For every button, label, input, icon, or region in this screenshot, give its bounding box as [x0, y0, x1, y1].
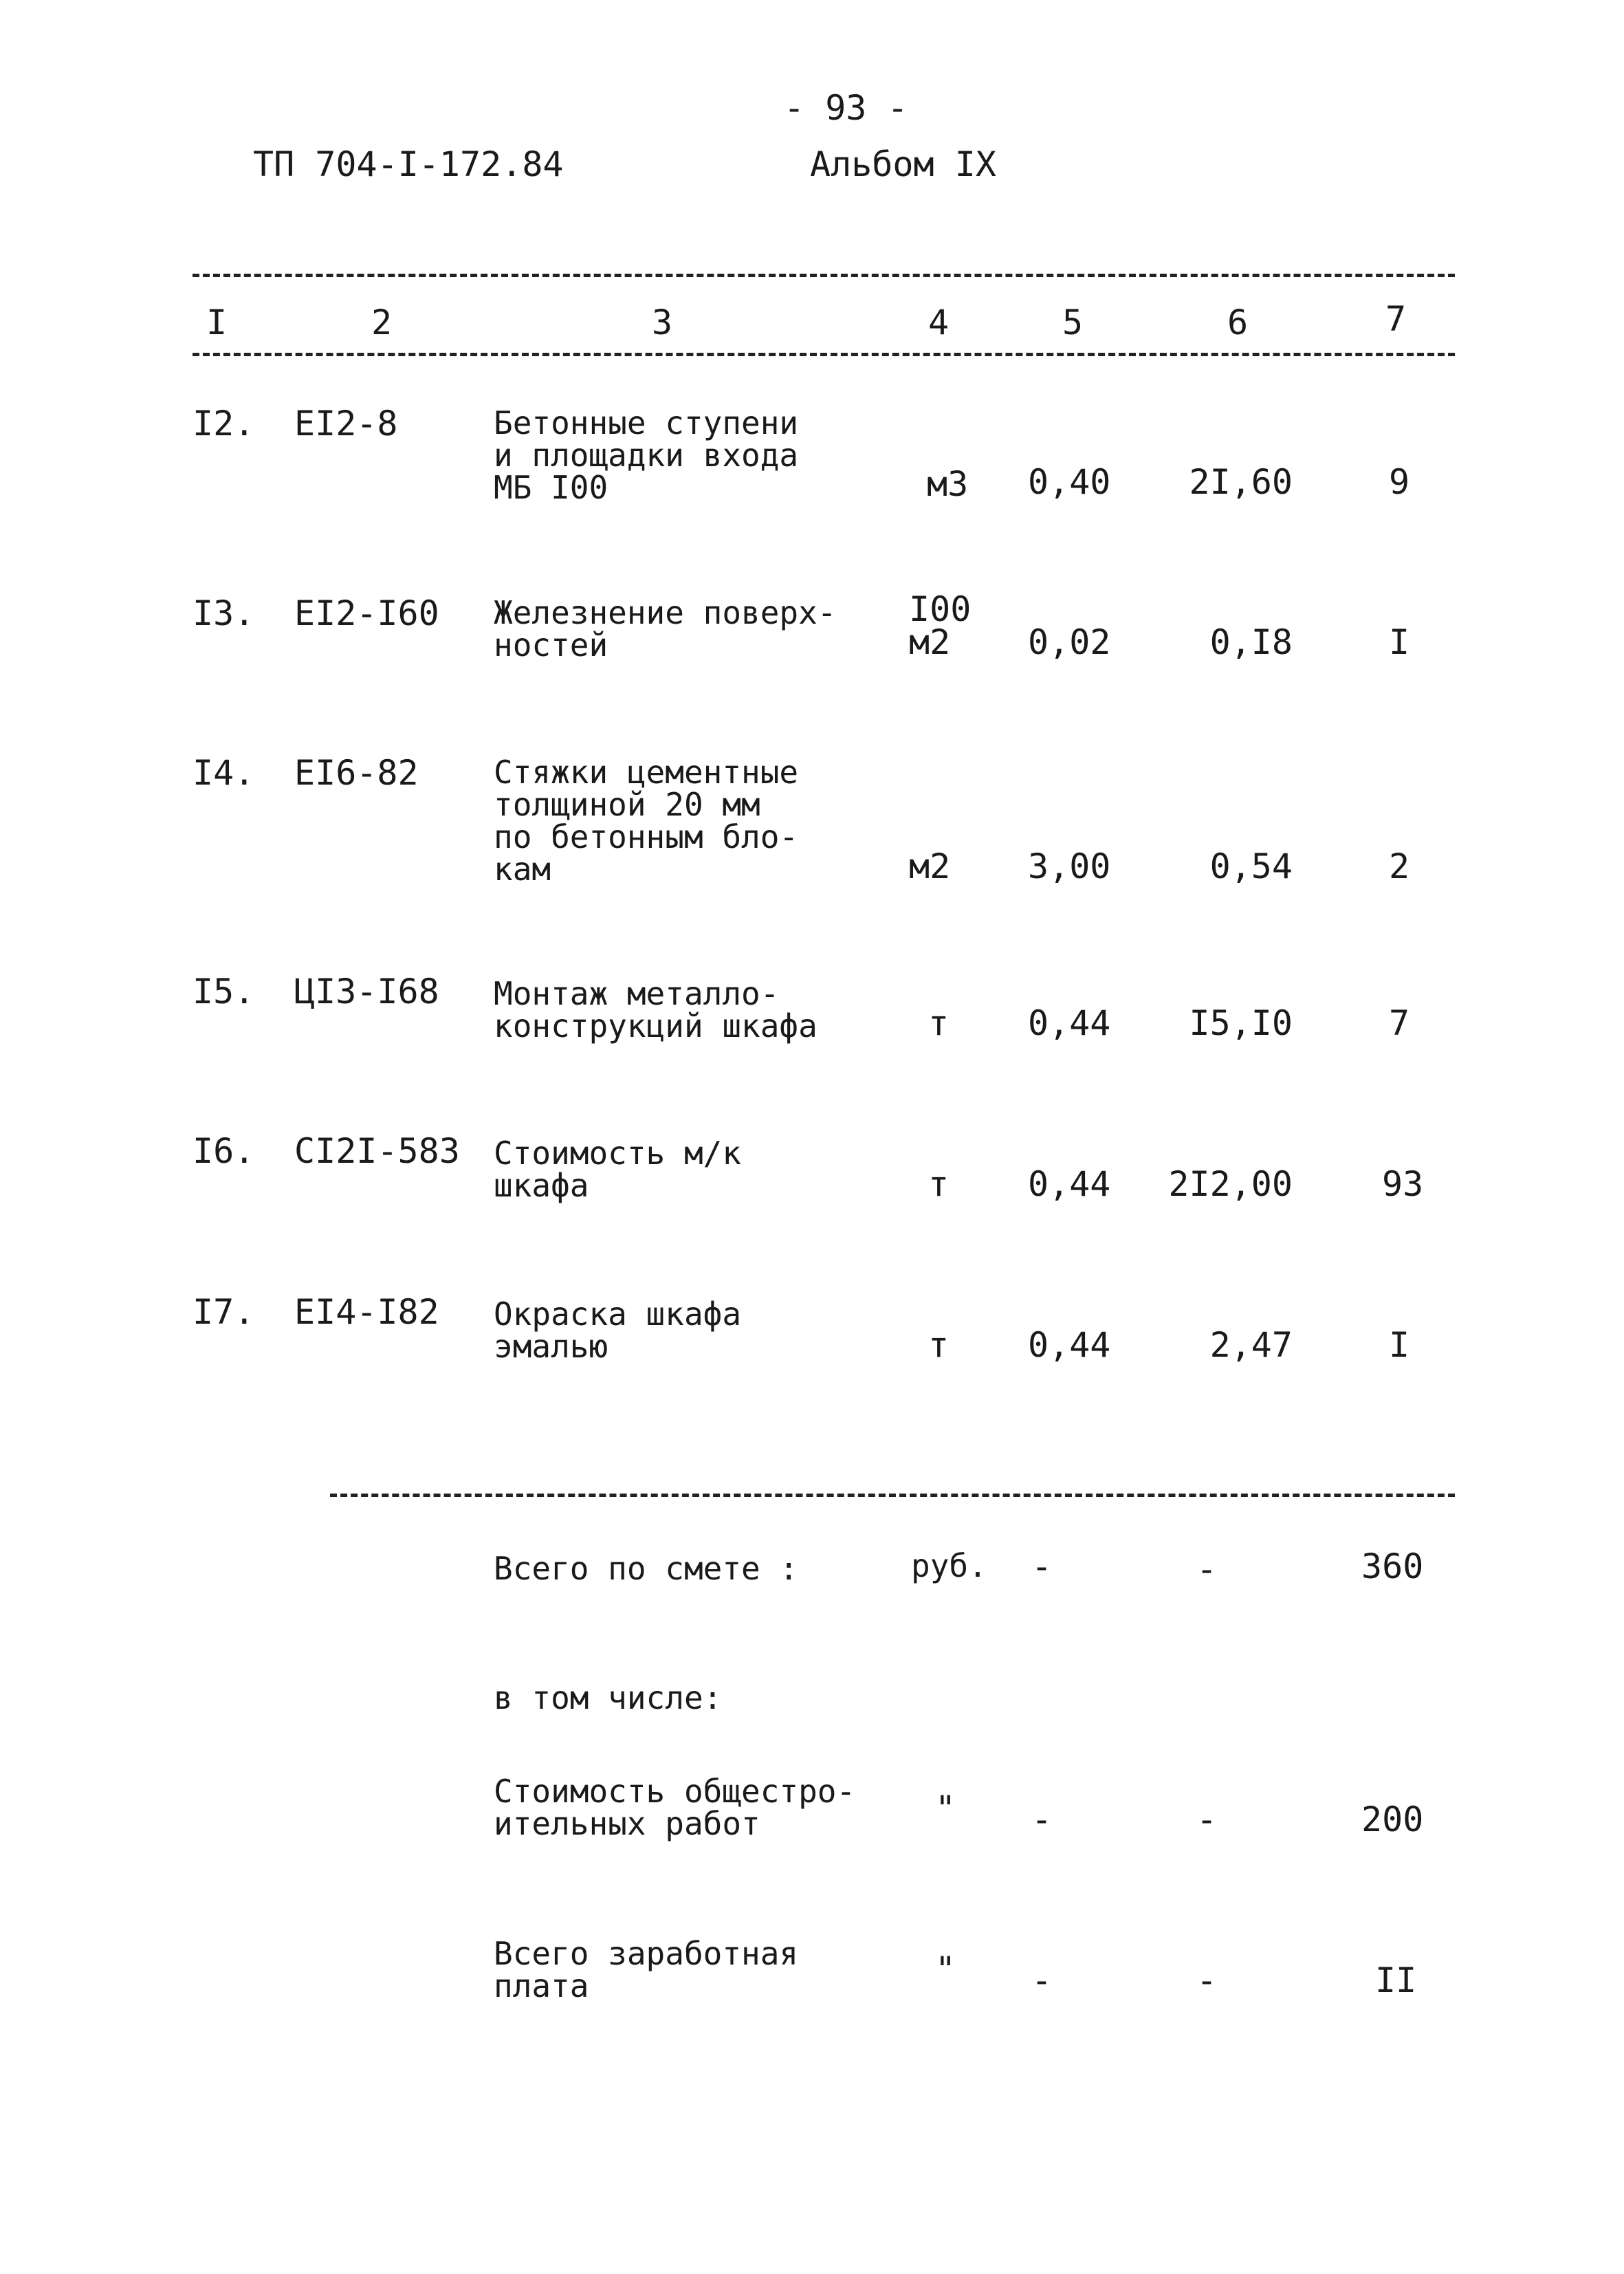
row-quantity: 0,40 [1028, 462, 1111, 502]
row-quantity: 0,44 [1028, 1325, 1111, 1365]
row-description: Окраска шкафа эмалью [494, 1295, 742, 1365]
row-quantity: 0,02 [1028, 622, 1111, 662]
row-number: I3. [193, 593, 255, 633]
column-header-4: 4 [928, 303, 950, 342]
row-unit: т [928, 1003, 950, 1043]
row-number: I6. [193, 1131, 255, 1171]
summary-unit: " [935, 1789, 956, 1828]
row-code: EI2-I60 [294, 593, 439, 633]
summary-total: 200 [1361, 1800, 1424, 1839]
summary-label: в том числе: [494, 1679, 723, 1716]
column-header-7: 7 [1385, 299, 1407, 339]
album-label: Альбом IX [810, 144, 996, 184]
row-price: 2I,60 [1189, 462, 1293, 502]
row-number: I2. [193, 404, 255, 444]
document-code: ТП 704-I-172.84 [253, 144, 564, 184]
row-total: I [1389, 622, 1410, 662]
row-code: EI6-82 [294, 753, 419, 793]
summary-label: Стоимость общестро- ительных работ [494, 1773, 856, 1842]
row-total: I [1389, 1325, 1410, 1365]
row-quantity: 3,00 [1028, 846, 1111, 886]
row-code: CI2I-583 [294, 1131, 460, 1171]
table-header-rule [193, 353, 1455, 356]
row-unit: м3 [927, 464, 969, 504]
column-header-5: 5 [1062, 303, 1084, 342]
summary-label: Всего по смете : [494, 1550, 799, 1587]
row-total: 9 [1389, 462, 1410, 502]
row-price: 2I2,00 [1168, 1164, 1293, 1204]
row-number: I7. [193, 1292, 255, 1332]
column-header-6: 6 [1227, 303, 1249, 342]
summary-quantity: - [1031, 1960, 1053, 2000]
summary-rule [330, 1494, 1455, 1497]
row-price: I5,I0 [1189, 1003, 1293, 1043]
summary-quantity: - [1031, 1800, 1053, 1839]
table-top-rule [193, 274, 1455, 277]
row-price: 0,54 [1209, 846, 1293, 886]
row-number: I4. [193, 753, 255, 793]
column-header-1: I [206, 303, 228, 342]
column-header-3: 3 [652, 303, 673, 342]
summary-price: - [1196, 1800, 1218, 1839]
page-number: - 93 - [784, 88, 908, 128]
row-unit: м2 [909, 846, 951, 886]
column-header-2: 2 [371, 303, 393, 342]
row-code: ЦI3-I68 [294, 972, 439, 1012]
summary-unit: руб. [911, 1547, 987, 1584]
summary-price: - [1196, 1549, 1218, 1589]
row-total: 7 [1389, 1003, 1410, 1043]
row-description: Стяжки цементные толщиной 20 мм по бетонным бло- кам [494, 754, 799, 888]
summary-total: 360 [1361, 1546, 1424, 1586]
summary-unit: " [935, 1949, 956, 1989]
row-number: I5. [193, 972, 255, 1012]
row-quantity: 0,44 [1028, 1003, 1111, 1043]
row-quantity: 0,44 [1028, 1164, 1111, 1204]
row-code: EI2-8 [294, 404, 398, 444]
row-unit: т [928, 1164, 950, 1204]
summary-quantity: - [1031, 1546, 1053, 1586]
row-price: 2,47 [1209, 1325, 1293, 1365]
row-description: Бетонные ступени и площадки входа МБ I00 [494, 404, 799, 506]
row-description: Монтаж металло- конструкций шкафа [494, 975, 818, 1045]
row-total: 2 [1389, 846, 1410, 886]
summary-label: Всего заработная плата [494, 1935, 799, 2004]
row-unit: т [928, 1325, 950, 1365]
row-price: 0,I8 [1209, 622, 1293, 662]
row-description: Железнение поверх- ностей [494, 594, 837, 664]
row-unit: I00 м2 [909, 589, 972, 662]
summary-price: - [1196, 1960, 1218, 2000]
row-code: EI4-I82 [294, 1292, 439, 1332]
row-total: 93 [1382, 1164, 1424, 1204]
row-description: Стоимость м/к шкафа [494, 1135, 742, 1204]
summary-total: II [1375, 1960, 1417, 2000]
